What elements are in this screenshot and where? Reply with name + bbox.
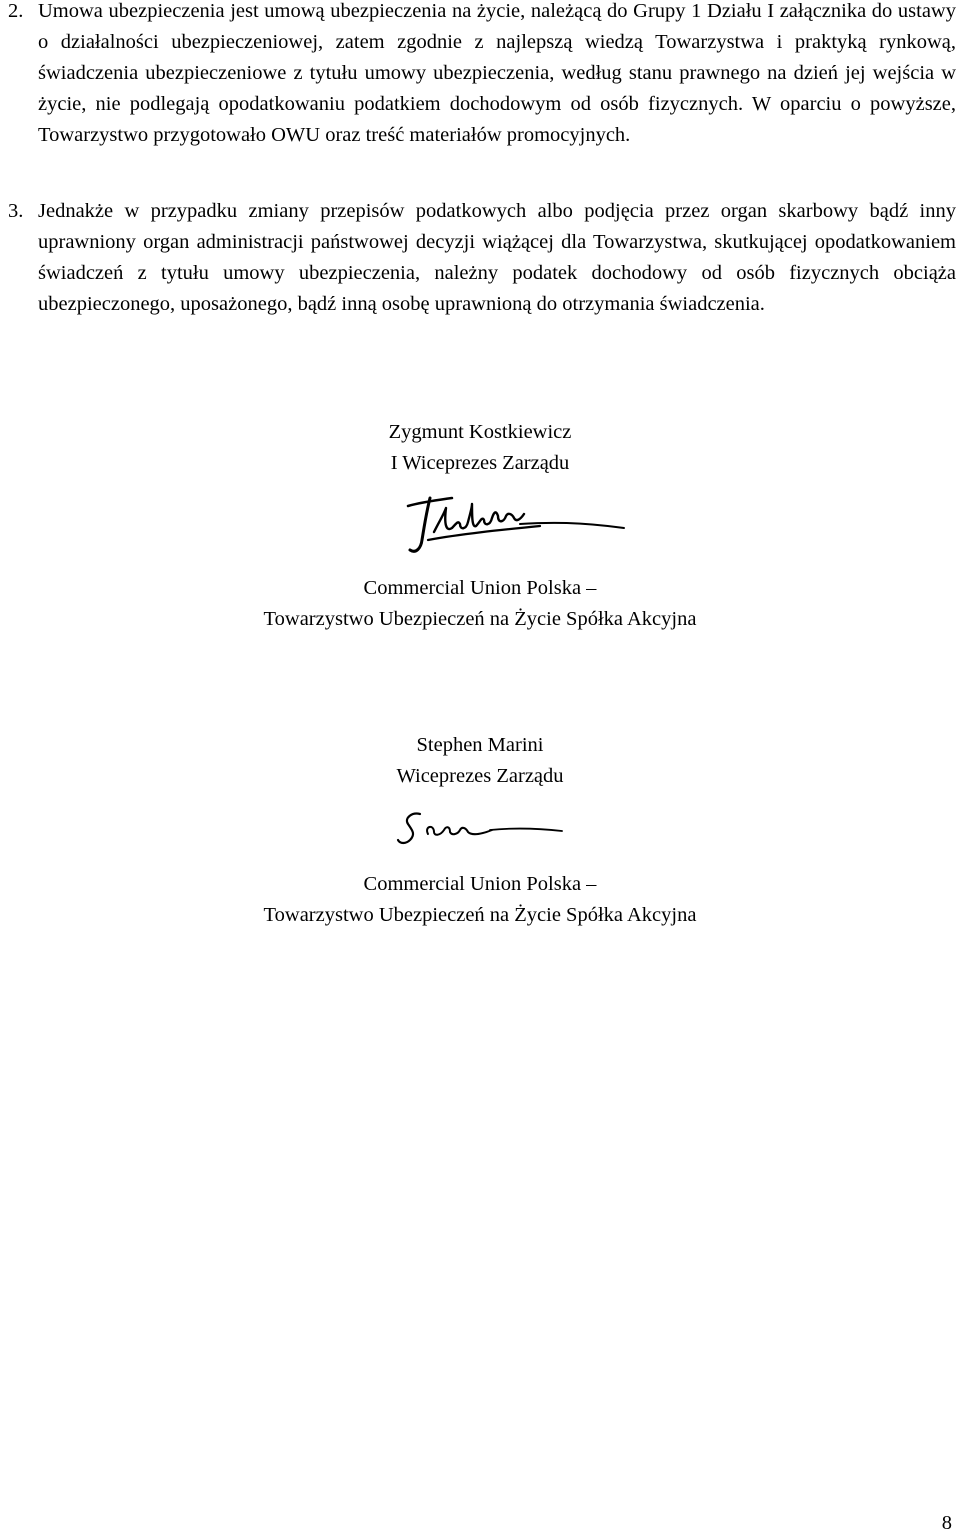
numbered-paragraph-3 — [0, 196, 956, 320]
paragraph-text: Jednakże w przypadku zmiany przepisów podatkowych albo podjęcia przez organ skarbowy bądź inny uprawniony organ administracji państwowej decyzji wiążącej dla Towarzystwa, skutkującej opodatkowaniem świadczeń z tytułu umowy ubezpieczenia, należny podatek dochodowy od osób fizycznych obciąża ubezpieczonego, uposażonego, bądź inną osobę uprawnioną do otrzymania świadczenia. — [38, 200, 956, 315]
company-name-line1: Commercial Union Polska – — [363, 577, 597, 599]
company-name-line1: Commercial Union Polska – — [363, 873, 597, 895]
signatory-title: Wiceprezes Zarządu — [396, 765, 564, 787]
signatory-name: Stephen Marini — [416, 734, 544, 756]
signatory-title: I Wiceprezes Zarządu — [390, 452, 570, 474]
signature-image-kostkiewicz — [400, 484, 640, 566]
company-name-line2: Towarzystwo Ubezpieczeń na Życie Spółka Akcyjna — [263, 608, 697, 630]
page-number: 8 — [941, 1512, 952, 1534]
numbered-paragraph-2 — [0, 0, 956, 151]
paragraph-number: 3. — [8, 200, 24, 222]
signatory-name: Zygmunt Kostkiewicz — [388, 421, 572, 443]
company-name-line2: Towarzystwo Ubezpieczeń na Życie Spółka Akcyjna — [263, 904, 697, 926]
signature-image-marini — [390, 800, 590, 856]
paragraph-text: Umowa ubezpieczenia jest umową ubezpieczenia na życie, należącą do Grupy 1 Działu I załącznika do ustawy o działalności ubezpieczeniowej, zatem zgodnie z najlepszą wiedzą Towarzystwa i praktyką rynkową, świadczenia ubezpieczeniowe z tytułu umowy ubezpieczenia, według stanu prawnego na dzień jej wejścia w życie, nie podlegają opodatkowaniu podatkiem dochodowym od osób fizycznych. W oparciu o powyższe, Towarzystwo przygotowało OWU oraz treść materiałów promocyjnych. — [38, 0, 956, 146]
paragraph-number: 2. — [8, 0, 24, 22]
